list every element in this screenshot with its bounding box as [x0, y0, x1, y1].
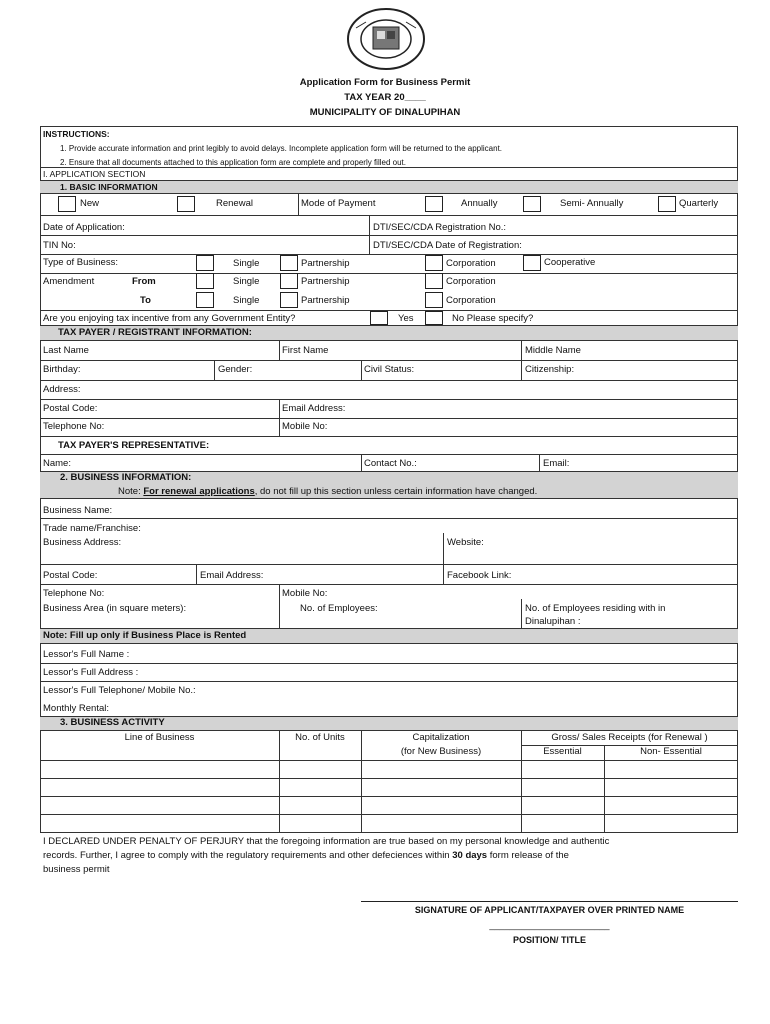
signature-line [361, 901, 738, 902]
new-label: New [80, 198, 100, 209]
gender-label: Gender: [218, 364, 253, 375]
lessor-name-label: Lessor's Full Name : [43, 649, 130, 660]
new-checkbox[interactable] [58, 196, 76, 212]
incentive-yes-checkbox[interactable] [370, 311, 388, 325]
type-corporation-label: Corporation [446, 258, 496, 269]
to-partnership-checkbox[interactable] [280, 292, 298, 308]
trade-name-label: Trade name/Franchise: [43, 523, 141, 534]
telephone-label: Telephone No: [43, 421, 105, 432]
from-single-checkbox[interactable] [196, 273, 214, 289]
to-single-checkbox[interactable] [196, 292, 214, 308]
email-address-label: Email Address: [282, 403, 346, 414]
business-name-label: Business Name: [43, 505, 113, 516]
incentive-no-checkbox[interactable] [425, 311, 443, 325]
col-no-of-units: No. of Units [295, 732, 345, 743]
position-label: POSITION/ TITLE [512, 935, 586, 945]
birthday-label: Birthday: [43, 364, 81, 375]
civil-status-label: Civil Status: [364, 364, 415, 375]
incentive-no-label: No Please specify? [452, 313, 534, 324]
col-capitalization-sub: (for New Business) [400, 746, 482, 757]
type-partnership-label: Partnership [301, 258, 350, 269]
business-activity-heading: 3. BUSINESS ACTIVITY [60, 717, 165, 728]
amendment-label: Amendment [43, 276, 95, 287]
rep-contact-label: Contact No.: [364, 458, 417, 469]
col-line-of-business: Line of Business [124, 732, 195, 743]
type-single-checkbox[interactable] [196, 255, 214, 271]
business-address-label: Business Address: [43, 537, 122, 548]
type-cooperative-checkbox[interactable] [523, 255, 541, 271]
employees-residing-label-2: Dinalupihan : [525, 616, 581, 627]
mobile-label: Mobile No: [282, 421, 328, 432]
no-of-employees-label: No. of Employees: [300, 603, 378, 614]
first-name-label: First Name [282, 345, 329, 356]
municipality-name: MUNICIPALITY OF DINALUPIHAN [309, 107, 461, 118]
municipal-seal [346, 8, 426, 70]
col-capitalization: Capitalization [412, 732, 470, 743]
to-single-label: Single [233, 295, 260, 306]
business-mobile-label: Mobile No: [282, 588, 328, 599]
semi-annually-label: Semi- Annually [560, 198, 624, 209]
basic-info-heading: 1. BASIC INFORMATION [60, 182, 158, 192]
type-cooperative-label: Cooperative [544, 257, 596, 268]
business-info-heading: 2. BUSINESS INFORMATION: [60, 472, 192, 483]
col-non-essential: Non- Essential [640, 746, 702, 757]
tax-year: TAX YEAR 20____ [344, 92, 426, 103]
facebook-link-label: Facebook Link: [447, 570, 512, 581]
semi-annually-checkbox[interactable] [523, 196, 541, 212]
postal-code-label: Postal Code: [43, 403, 98, 414]
form-title: Application Form for Business Permit [299, 77, 471, 88]
last-name-label: Last Name [43, 345, 89, 356]
address-label: Address: [43, 384, 81, 395]
to-corporation-checkbox[interactable] [425, 292, 443, 308]
to-corporation-label: Corporation [446, 295, 496, 306]
quarterly-label: Quarterly [679, 198, 719, 209]
from-partnership-checkbox[interactable] [280, 273, 298, 289]
section-title: I. APPLICATION SECTION [43, 169, 146, 179]
type-partnership-checkbox[interactable] [280, 255, 298, 271]
date-of-application-label: Date of Application: [43, 222, 125, 233]
annually-label: Annually [461, 198, 498, 209]
type-single-label: Single [233, 258, 260, 269]
instruction-2: 2. Ensure that all documents attached to this application form are complete and properly filled out. [60, 158, 406, 167]
type-of-business-label: Type of Business: [43, 257, 118, 268]
incentive-yes-label: Yes [398, 313, 414, 324]
amendment-to-label: To [140, 295, 151, 306]
tax-incentive-question: Are you enjoying tax incentive from any Government Entity? [43, 313, 296, 324]
business-postal-code-label: Postal Code: [43, 570, 98, 581]
from-corporation-label: Corporation [446, 276, 496, 287]
instructions-heading: INSTRUCTIONS: [43, 129, 110, 139]
rep-name-label: Name: [43, 458, 71, 469]
business-note: Note: For renewal applications, do not fill up this section unless certain information have changed. [118, 486, 538, 497]
lessor-address-label: Lessor's Full Address : [43, 667, 139, 678]
rep-email-label: Email: [543, 458, 570, 469]
position-blank: ________________________ [489, 920, 610, 930]
taxpayer-heading: TAX PAYER / REGISTRANT INFORMATION: [58, 327, 252, 338]
mode-of-payment-label: Mode of Payment [301, 198, 376, 209]
tin-label: TIN No: [43, 240, 76, 251]
dti-registration-date-label: DTI/SEC/CDA Date of Registration: [373, 240, 522, 251]
employees-residing-label-1: No. of Employees residing with in [525, 603, 666, 614]
to-partnership-label: Partnership [301, 295, 350, 306]
middle-name-label: Middle Name [525, 345, 581, 356]
rented-note: Note: Fill up only if Business Place is Rented [43, 630, 247, 641]
from-partnership-label: Partnership [301, 276, 350, 287]
annually-checkbox[interactable] [425, 196, 443, 212]
declaration-line-2: records. Further, I agree to comply with the regulatory requirements and other defeciences within 30 days form release of the [43, 850, 569, 861]
citizenship-label: Citizenship: [525, 364, 575, 375]
type-corporation-checkbox[interactable] [425, 255, 443, 271]
declaration-line-1: I DECLARED UNDER PENALTY OF PERJURY that the foregoing information are true based on my personal knowledge and authentic [43, 836, 610, 847]
business-telephone-label: Telephone No: [43, 588, 105, 599]
dti-registration-no-label: DTI/SEC/CDA Registration No.: [373, 222, 507, 233]
renewal-label: Renewal [216, 198, 253, 209]
representative-heading: TAX PAYER'S REPRESENTATIVE: [58, 440, 210, 451]
quarterly-checkbox[interactable] [658, 196, 676, 212]
instruction-1: 1. Provide accurate information and print legibly to avoid delays. Incomplete application form will be returned to the applicant. [60, 144, 503, 153]
col-gross-sales: Gross/ Sales Receipts (for Renewal ) [551, 732, 708, 743]
signature-label: SIGNATURE OF APPLICANT/TAXPAYER OVER PRINTED NAME [414, 905, 685, 915]
from-single-label: Single [233, 276, 260, 287]
col-essential: Essential [543, 746, 582, 757]
website-label: Website: [447, 537, 484, 548]
declaration-line-3: business permit [43, 864, 110, 875]
amendment-from-label: From [132, 276, 156, 287]
business-email-label: Email Address: [200, 570, 264, 581]
monthly-rental-label: Monthly Rental: [43, 703, 110, 714]
business-area-label: Business Area (in square meters): [43, 603, 187, 614]
lessor-phone-label: Lessor's Full Telephone/ Mobile No.: [43, 685, 196, 696]
renewal-checkbox[interactable] [177, 196, 195, 212]
from-corporation-checkbox[interactable] [425, 273, 443, 289]
